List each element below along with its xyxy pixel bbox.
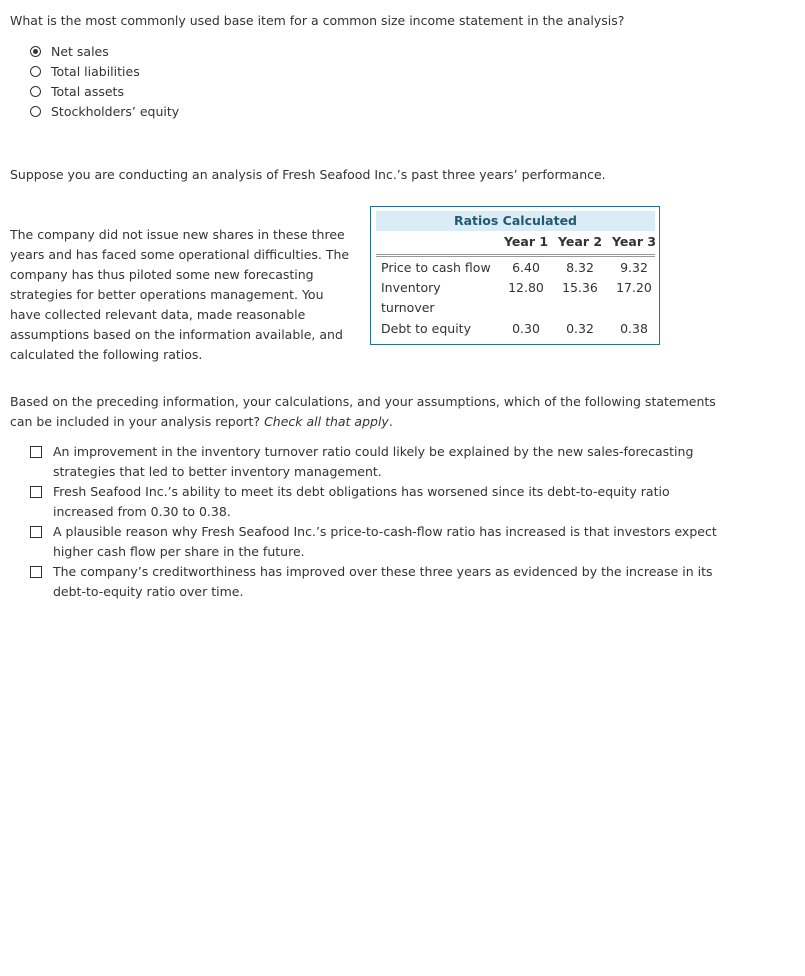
radio-button[interactable] (30, 86, 41, 97)
scenario-text: Suppose you are conducting an analysis of Fresh Seafood Inc.’s past three years’ performance. (10, 167, 606, 182)
table-cell: 8.32 (566, 260, 594, 275)
checkbox[interactable] (30, 526, 42, 538)
option-label: Total assets (51, 83, 124, 99)
radio-button-checked[interactable] (30, 46, 41, 57)
radio-button[interactable] (30, 66, 41, 77)
row-label-debt-to-equity: Debt to equity (381, 321, 471, 336)
table-cell: 6.40 (512, 260, 540, 275)
checkbox[interactable] (30, 566, 42, 578)
option-stockholders-equity[interactable] (30, 101, 179, 121)
statement-option-debt-obligations[interactable] (30, 482, 730, 522)
row-label-price-to-cash-flow: Price to cash flow (381, 260, 491, 275)
option-label: Total liabilities (51, 63, 140, 79)
statement-label: Fresh Seafood Inc.’s ability to meet its debt obligations has worsened since its debt-to-equity ratio increased from 0.30 to 0.38. (53, 484, 670, 519)
option-label: Net sales (51, 43, 109, 59)
table-cell: 9.32 (620, 260, 648, 275)
table-cell: 12.80 (508, 280, 544, 295)
question-2-instruction: Check all that apply (264, 414, 389, 429)
ratios-table-title: Ratios Calculated (376, 211, 655, 231)
base-item-options (30, 41, 179, 121)
option-label: Stockholders’ equity (51, 103, 180, 119)
table-cell: 15.36 (562, 280, 598, 295)
statement-label: A plausible reason why Fresh Seafood Inc.’s price-to-cash-flow ratio has increased is that investors expect higher cash flow per share in the future. (53, 524, 717, 559)
option-total-assets[interactable] (30, 81, 179, 101)
table-cell: 0.30 (512, 321, 540, 336)
checkbox[interactable] (30, 446, 42, 458)
statement-option-inventory-turnover[interactable] (30, 442, 730, 482)
column-header-year-3: Year 3 (612, 234, 657, 249)
checkbox[interactable] (30, 486, 42, 498)
statement-label: An improvement in the inventory turnover ratio could likely be explained by the new sales-forecasting strategies that led to better inventory management. (53, 444, 694, 479)
statement-option-creditworthiness[interactable] (30, 562, 730, 602)
statement-label: The company’s creditworthiness has improved over these three years as evidenced by the increase in its debt-to-equity ratio over time. (53, 564, 713, 599)
row-label-inventory-turnover: Inventory turnover (381, 280, 441, 315)
column-header-year-1: Year 1 (504, 234, 549, 249)
question-2-body: Based on the preceding information, your calculations, and your assumptions, which of the following statements can be included in your analysis report? (10, 394, 716, 429)
statement-options (30, 442, 730, 602)
company-description: The company did not issue new shares in these three years and has faced some operational difficulties. The company has thus piloted some new forecasting strategies for better operations management. You have collected relevant data, made reasonable assumptions based on the information available, and calculated the following ratios. (10, 227, 350, 362)
option-net-sales[interactable] (30, 41, 179, 61)
table-cell: 0.38 (620, 321, 648, 336)
question-2-end: . (388, 414, 393, 429)
question-1-text: What is the most commonly used base item for a common size income statement in the analysis? (10, 13, 625, 28)
radio-button[interactable] (30, 106, 41, 117)
option-total-liabilities[interactable] (30, 61, 179, 81)
question-2-text (10, 392, 730, 432)
column-header-year-2: Year 2 (558, 234, 603, 249)
table-cell: 0.32 (566, 321, 594, 336)
ratios-table (370, 206, 660, 345)
statement-option-price-to-cash-flow[interactable] (30, 522, 730, 562)
table-header-rule (376, 254, 655, 257)
table-cell: 17.20 (616, 280, 652, 295)
